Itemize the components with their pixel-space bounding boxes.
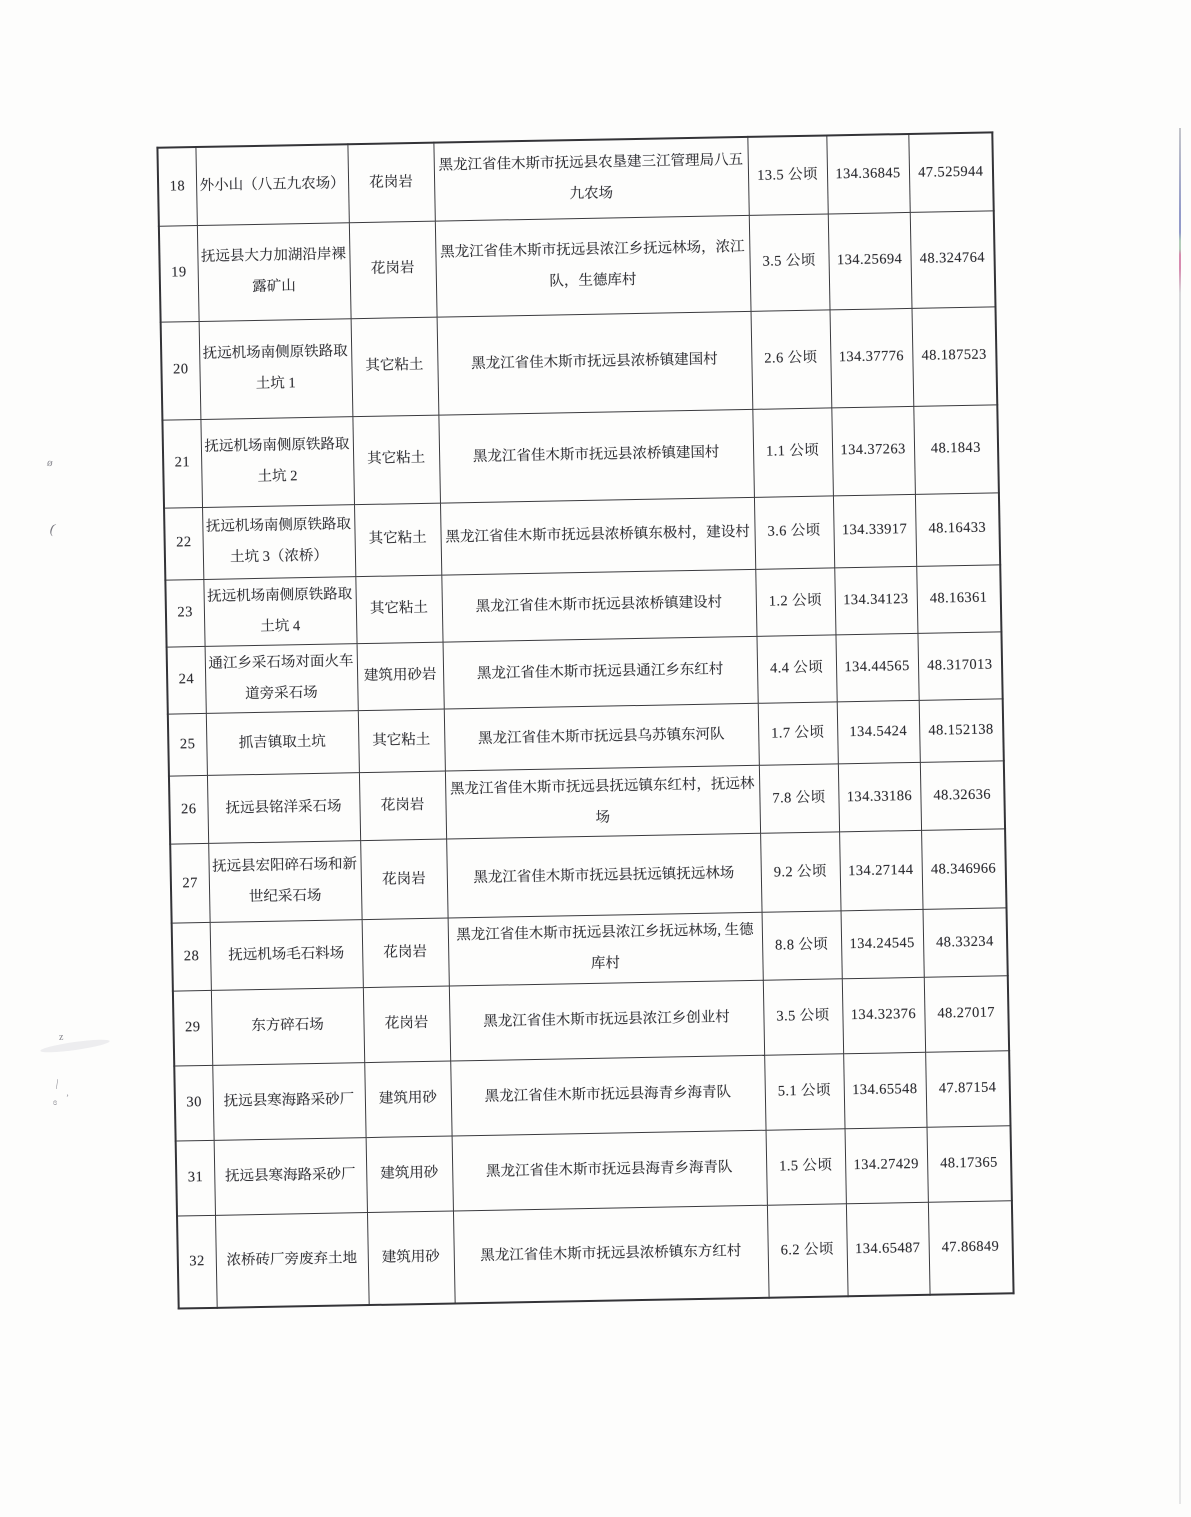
cell-latitude: 48.17365 (927, 1125, 1012, 1202)
cell-area: 6.2 公顷 (767, 1203, 848, 1297)
cell-mineral: 花岗岩 (362, 918, 449, 987)
cell-longitude: 134.65487 (846, 1202, 930, 1296)
scanner-edge-line (1179, 128, 1181, 1504)
cell-location: 黑龙江省佳木斯市抚远县海青乡海青队 (450, 1055, 765, 1136)
cell-longitude: 134.36845 (826, 134, 909, 213)
scan-speck: ø (45, 456, 54, 470)
cell-longitude: 134.34123 (834, 566, 917, 635)
cell-area: 1.1 公顷 (752, 407, 833, 496)
cell-no: 18 (157, 147, 196, 226)
cell-latitude: 48.32636 (920, 761, 1005, 831)
cell-location: 黑龙江省佳木斯市抚远县海青乡海青队 (452, 1130, 767, 1211)
cell-mineral: 建筑用砂 (367, 1211, 455, 1306)
cell-no: 24 (167, 646, 206, 714)
cell-no: 20 (161, 321, 201, 420)
cell-location: 黑龙江省佳木斯市抚远县农垦建三江管理局八五九农场 (433, 137, 748, 221)
cell-latitude: 48.33234 (923, 908, 1008, 977)
cell-latitude: 48.324764 (910, 210, 996, 308)
cell-longitude: 134.27144 (839, 831, 922, 911)
cell-latitude: 47.86849 (928, 1200, 1014, 1295)
cell-no: 25 (168, 714, 207, 777)
cell-latitude: 48.1843 (913, 404, 999, 494)
cell-no: 23 (165, 579, 204, 647)
cell-area: 1.7 公顷 (758, 702, 838, 765)
scan-speck: ( (47, 521, 58, 538)
cell-location: 黑龙江省佳木斯市抚远县浓桥镇建国村 (437, 311, 753, 415)
cell-location: 黑龙江省佳木斯市抚远县浓桥镇东方红村 (453, 1205, 769, 1304)
cell-name: 抚远机场南侧原铁路取土坑 2 (200, 416, 354, 507)
cell-mineral: 其它粘土 (352, 415, 440, 505)
cell-mineral: 其它粘土 (358, 709, 445, 773)
cell-mineral: 建筑用砂 (364, 1061, 451, 1138)
cell-location: 黑龙江省佳木斯市抚远县浓桥镇东极村，建设村 (440, 497, 755, 575)
cell-no: 27 (170, 844, 209, 924)
cell-latitude: 47.525944 (908, 132, 993, 212)
cell-longitude: 134.44565 (835, 633, 918, 702)
cell-longitude: 134.33186 (838, 763, 921, 832)
cell-name: 抚远县铭洋采石场 (207, 773, 360, 844)
cell-area: 1.5 公顷 (766, 1128, 846, 1204)
cell-name: 浓桥砖厂旁废弃土地 (215, 1212, 369, 1308)
cell-location: 黑龙江省佳木斯市抚远县浓江乡创业村 (449, 980, 764, 1061)
cell-name: 通江乡采石场对面火车道旁采石场 (205, 644, 358, 714)
cell-location: 黑龙江省佳木斯市抚远县乌苏镇东河队 (444, 704, 759, 772)
cell-no: 31 (176, 1140, 215, 1216)
table-row (177, 1200, 1014, 1308)
cell-name: 抚远县大力加湖沿岸裸露矿山 (197, 222, 351, 321)
cell-longitude: 134.24545 (841, 910, 924, 979)
cell-location: 黑龙江省佳木斯市抚远县浓桥镇建国村 (438, 409, 754, 503)
table-row (162, 404, 998, 507)
cell-name: 抚远机场南侧原铁路取土坑 4 (203, 576, 356, 646)
cell-name: 抚远机场毛石料场 (210, 920, 363, 990)
cell-area: 3.6 公顷 (754, 495, 834, 568)
mine-list-table-wrap (156, 131, 1012, 1309)
cell-area: 7.8 公顷 (759, 764, 839, 833)
cell-mineral: 建筑用砂岩 (357, 642, 444, 711)
scan-speck: ɞ (53, 1097, 57, 1107)
cell-area: 3.5 公顷 (763, 978, 843, 1054)
cell-location: 黑龙江省佳木斯市抚远县抚远镇抚远林场 (446, 833, 761, 918)
cell-area: 3.5 公顷 (749, 213, 830, 310)
cell-location: 黑龙江省佳木斯市抚远县浓桥镇建设村 (441, 569, 756, 642)
cell-no: 22 (164, 507, 203, 580)
scan-speck: z (59, 1032, 64, 1043)
cell-longitude: 134.37776 (830, 308, 914, 407)
cell-no: 26 (169, 776, 208, 845)
cell-latitude: 48.346966 (921, 829, 1006, 910)
cell-mineral: 花岗岩 (363, 986, 450, 1063)
cell-location: 黑龙江省佳木斯市抚远县浓江乡抚远林场, 生德库村 (448, 912, 763, 985)
scan-smudge (40, 1037, 110, 1055)
cell-mineral: 建筑用砂 (366, 1136, 453, 1213)
cell-name: 抚远县宏阳碎石场和新世纪采石场 (208, 841, 361, 923)
cell-area: 5.1 公顷 (764, 1053, 844, 1129)
cell-mineral: 其它粘土 (355, 575, 442, 644)
cell-name: 外小山（八五九农场） (195, 144, 348, 225)
cell-longitude: 134.65548 (843, 1052, 926, 1128)
cell-longitude: 134.25694 (828, 212, 912, 309)
cell-name: 抓吉镇取土坑 (206, 711, 359, 776)
cell-no: 32 (177, 1215, 217, 1309)
scan-speck: ∕ (52, 1077, 62, 1091)
cell-name: 抚远县寒海路采砂厂 (214, 1137, 367, 1215)
cell-mineral: 花岗岩 (349, 221, 437, 319)
cell-mineral: 花岗岩 (347, 143, 434, 223)
cell-area: 2.6 公顷 (751, 309, 832, 408)
cell-area: 9.2 公顷 (760, 832, 840, 912)
cell-longitude: 134.32376 (842, 977, 925, 1053)
cell-location: 黑龙江省佳木斯市抚远县抚远镇东红村，抚远林场 (445, 766, 760, 840)
cell-name: 抚远机场南侧原铁路取土坑 1 (199, 318, 353, 419)
cell-longitude: 134.37263 (831, 406, 915, 495)
mine-list-table (156, 131, 1014, 1309)
cell-latitude: 48.187523 (911, 306, 997, 406)
cell-no: 29 (173, 990, 212, 1066)
cell-location: 黑龙江省佳木斯市抚远县通江乡东红村 (443, 636, 758, 709)
cell-latitude: 48.16433 (915, 492, 1000, 566)
cell-latitude: 48.16361 (916, 564, 1001, 633)
cell-area: 4.4 公顷 (756, 635, 836, 704)
cell-latitude: 48.152138 (919, 699, 1004, 763)
cell-no: 28 (172, 923, 211, 991)
cell-no: 21 (162, 419, 202, 508)
cell-longitude: 134.33917 (833, 494, 916, 567)
cell-longitude: 134.27429 (845, 1127, 928, 1203)
table-body (157, 132, 1013, 1308)
table-row (159, 210, 996, 321)
cell-mineral: 其它粘土 (351, 317, 439, 417)
cell-name: 抚远县寒海路采砂厂 (212, 1062, 365, 1140)
cell-mineral: 花岗岩 (360, 839, 447, 920)
cell-latitude: 47.87154 (925, 1050, 1010, 1127)
cell-area: 8.8 公顷 (762, 911, 842, 980)
cell-mineral: 花岗岩 (359, 771, 446, 841)
cell-longitude: 134.5424 (837, 701, 920, 764)
cell-latitude: 48.27017 (924, 975, 1009, 1052)
scan-speck: ’ (66, 1093, 69, 1103)
cell-name: 抚远机场南侧原铁路取土坑 3（浓桥） (202, 504, 355, 579)
cell-mineral: 其它粘土 (354, 503, 441, 577)
cell-name: 东方碎石场 (211, 987, 364, 1065)
cell-area: 13.5 公顷 (747, 135, 827, 214)
table-row (170, 829, 1006, 923)
cell-no: 30 (174, 1065, 213, 1141)
cell-location: 黑龙江省佳木斯市抚远县浓江乡抚远林场，浓江队，生德库村 (435, 215, 751, 317)
cell-latitude: 48.317013 (917, 632, 1002, 701)
cell-no: 19 (159, 225, 199, 322)
table-row (161, 306, 998, 419)
cell-area: 1.2 公顷 (755, 567, 835, 636)
